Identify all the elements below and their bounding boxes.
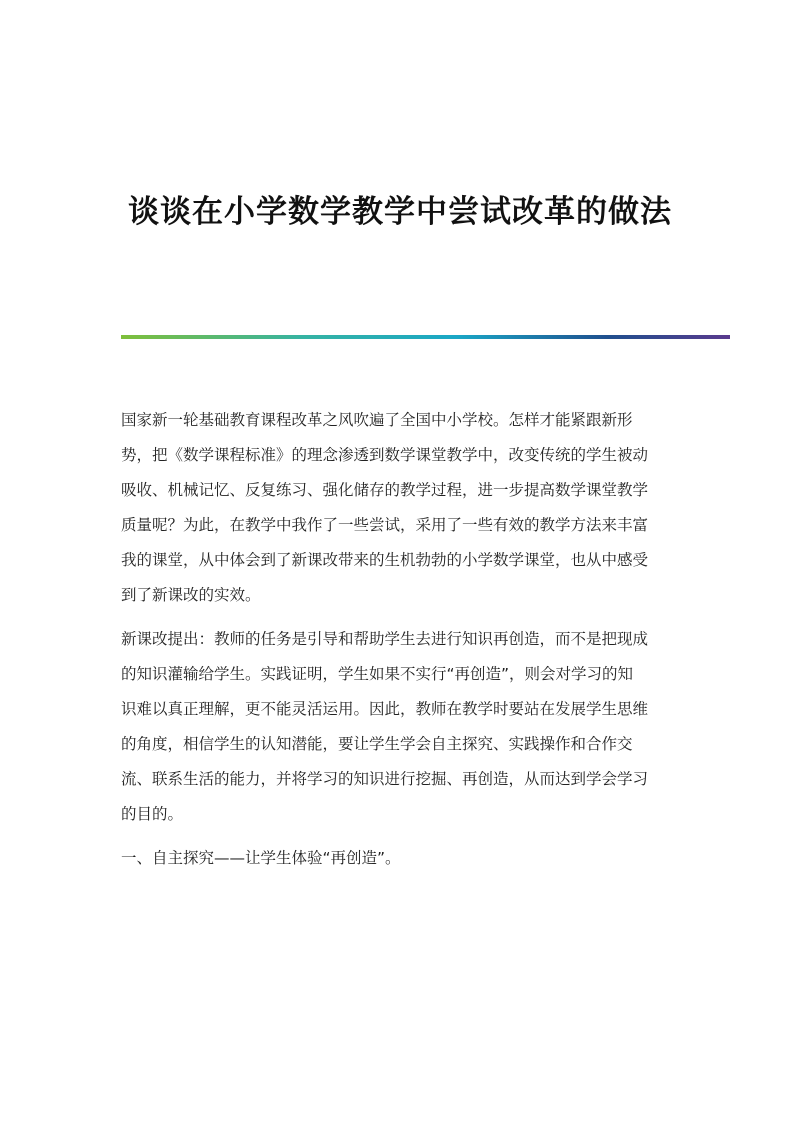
text-line: 的知识灌输给学生。实践证明，学生如果不实行“再创造”，则会对学习的知	[121, 665, 634, 683]
text-line: 的目的。	[121, 805, 184, 823]
document-body	[121, 403, 679, 885]
text-line: 质量呢？为此，在教学中我作了一些尝试，采用了一些有效的教学方法来丰富	[121, 516, 649, 534]
text-line: 流、联系生活的能力，并将学习的知识进行挖掘、再创造，从而达到学会学习	[121, 770, 649, 788]
text-line: 的角度，相信学生的认知潜能，要让学生学会自主探究、实践操作和合作交	[121, 735, 633, 753]
section-heading	[121, 841, 679, 876]
text-line: 我的课堂，从中体会到了新课改带来的生机勃勃的小学数学课堂，也从中感受	[121, 551, 649, 569]
document-title: 谈谈在小学数学教学中尝试改革的做法	[128, 194, 672, 230]
text-line: 国家新一轮基础教育课程改革之风吹遍了全国中小学校。怎样才能紧跟新形	[121, 411, 633, 429]
paragraph-reform	[121, 622, 679, 832]
text-line: 一、自主探究——让学生体验“再创造”。	[121, 849, 401, 867]
paragraph-intro	[121, 403, 679, 613]
text-line: 新课改提出：教师的任务是引导和帮助学生去进行知识再创造，而不是把现成	[121, 630, 649, 648]
title-divider	[121, 335, 730, 339]
text-line: 到了新课改的实效。	[121, 586, 261, 604]
text-line: 势，把《数学课程标准》的理念渗透到数学课堂教学中，改变传统的学生被动	[121, 446, 649, 464]
text-line: 识难以真正理解，更不能灵活运用。因此，教师在教学时要站在发展学生思维	[121, 700, 649, 718]
text-line: 吸收、机械记忆、反复练习、强化储存的教学过程，进一步提高数学课堂教学	[121, 481, 649, 499]
